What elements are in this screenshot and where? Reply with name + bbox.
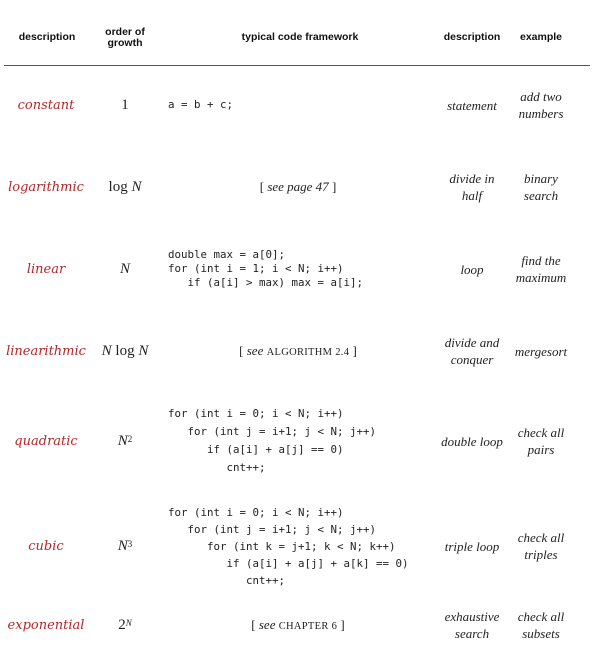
- description: exhaustive search: [444, 609, 500, 641]
- example: binary search: [523, 171, 559, 203]
- example: mergesort: [514, 343, 568, 359]
- description: loop: [460, 261, 484, 277]
- growth-order: N log N: [101, 342, 149, 359]
- header-framework: typical code framework: [241, 31, 359, 43]
- complexity-name: constant: [17, 97, 75, 113]
- example: check all subsets: [517, 609, 565, 641]
- header-description: description: [18, 31, 76, 43]
- complexity-name: linear: [26, 261, 66, 277]
- description: double loop: [441, 433, 503, 449]
- code-framework: a = b + c;: [168, 98, 234, 111]
- table-row: [0, 236, 600, 302]
- description: triple loop: [444, 538, 500, 554]
- description: divide and conquer: [444, 335, 500, 367]
- code-framework-reference: [ see CHAPTER 6 ]: [251, 617, 345, 632]
- header-order-of-growth: order of growth: [105, 26, 145, 49]
- table-row: [0, 72, 600, 138]
- growth-order: N: [119, 260, 130, 277]
- description: statement: [447, 97, 497, 113]
- code-framework-reference: [ see page 47 ]: [259, 179, 337, 194]
- complexity-name: cubic: [28, 538, 64, 554]
- growth-order: $N^2$: [117, 432, 133, 449]
- table-row: [0, 154, 600, 220]
- code-framework: double max = a[0]; for (int i = 1; i < N; i++) if (a[i] > max) max = a[i];: [168, 248, 364, 289]
- growth-order: $2^N$: [118, 616, 132, 633]
- example: check all triples: [517, 530, 565, 562]
- header-example: example: [519, 31, 563, 43]
- code-framework: for (int i = 0; i < N; i++) for (int j = i+1; j < N; j++) if (a[i] + a[j] == 0) cnt++;: [168, 407, 377, 474]
- header-divider: [4, 65, 590, 66]
- growth-order: 1: [121, 96, 129, 113]
- complexity-name: quadratic: [14, 433, 78, 449]
- description: divide in half: [449, 171, 495, 203]
- growth-order: log N: [108, 178, 142, 195]
- table-row: [0, 400, 600, 482]
- example: check all pairs: [517, 425, 565, 457]
- table-row: [0, 500, 600, 592]
- growth-order: $N^3$: [117, 537, 133, 554]
- example: add two numbers: [518, 89, 564, 121]
- table-row: [0, 600, 600, 650]
- code-framework-reference: [ see ALGORITHM 2.4 ]: [239, 343, 357, 358]
- complexity-name: logarithmic: [8, 179, 84, 195]
- example: find the maximum: [515, 253, 567, 285]
- code-framework: for (int i = 0; i < N; i++) for (int j = i+1; j < N; j++) for (int k = j+1; k < N; k++) if (a[i] + a[j] + a[k] == 0) cnt++;: [168, 505, 409, 587]
- header-description-2: description: [443, 31, 501, 43]
- table-row: [0, 318, 600, 384]
- complexity-name: exponential: [7, 617, 85, 633]
- complexity-name: linearithmic: [6, 343, 86, 359]
- table-header: [0, 0, 600, 66]
